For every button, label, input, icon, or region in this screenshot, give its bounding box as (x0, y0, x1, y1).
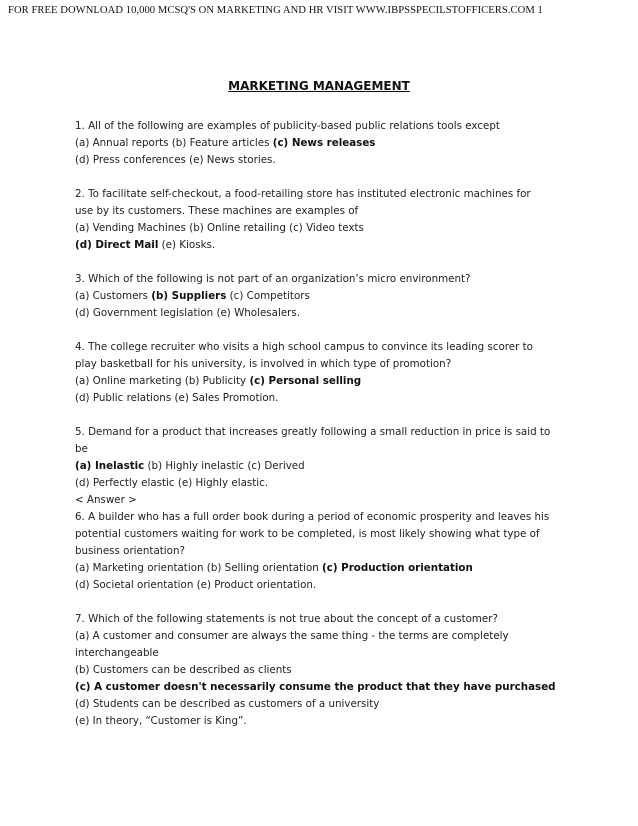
correct-answer: (c) News releases (272, 137, 376, 149)
answer-options: (a) A customer and consumer are always the same thing - the terms are completely (75, 630, 509, 642)
question-text: 4. The college recruiter who visits a high school campus to convince its leading scorer to (75, 341, 533, 353)
answer-options (75, 135, 595, 152)
question-6 (75, 509, 595, 594)
question-text: 6. A builder who has a full order book during a period of economic prosperity and leaves his (75, 511, 550, 523)
correct-answer: (d) Direct Mail (75, 239, 159, 251)
correct-answer: (c) Production orientation (322, 562, 473, 574)
question-text: 3. Which of the following is not part of an organization’s micro environment? (75, 273, 471, 285)
answer-options (75, 560, 595, 577)
option-text: (a) Online marketing (b) Publicity (75, 375, 250, 387)
answer-link: < Answer > (75, 494, 137, 506)
answer-options: (d) Government legislation (e) Wholesalers. (75, 307, 301, 319)
question-text: be (75, 443, 88, 455)
answer-options: (d) Students can be described as customers of a university (75, 698, 380, 710)
answer-options (75, 458, 595, 475)
question-list (75, 118, 595, 747)
option-text: (a) Customers (75, 290, 152, 302)
question-text: 2. To facilitate self-checkout, a food-retailing store has instituted electronic machines for (75, 188, 531, 200)
option-text: (b) Highly inelastic (c) Derived (144, 460, 305, 472)
page-title: MARKETING MANAGEMENT (228, 79, 410, 93)
correct-answer: (b) Suppliers (151, 290, 227, 302)
question-text: play basketball for his university, is involved in which type of promotion? (75, 358, 452, 370)
correct-answer: (c) A customer doesn't necessarily consume the product that they have purchased (75, 681, 556, 693)
answer-options (75, 237, 595, 254)
option-text: (c) Competitors (226, 290, 310, 302)
answer-options: (a) Vending Machines (b) Online retailing (c) Video texts (75, 222, 364, 234)
question-4 (75, 339, 595, 407)
answer-options (75, 373, 595, 390)
download-banner: FOR FREE DOWNLOAD 10,000 MCSQ'S ON MARKETING AND HR VISIT WWW.IBPSSPECILSTOFFICERS.COM 1 (8, 5, 543, 16)
answer-options: interchangeable (75, 647, 159, 659)
option-text: (a) Marketing orientation (b) Selling orientation (75, 562, 323, 574)
option-text: (e) Kiosks. (158, 239, 216, 251)
answer-options: (d) Press conferences (e) News stories. (75, 154, 276, 166)
answer-options: (e) In theory, “Customer is King”. (75, 715, 247, 727)
answer-options: (b) Customers can be described as clients (75, 664, 292, 676)
question-text: 7. Which of the following statements is not true about the concept of a customer? (75, 613, 498, 625)
question-3 (75, 271, 595, 322)
answer-options: (d) Public relations (e) Sales Promotion. (75, 392, 279, 404)
correct-answer: (a) Inelastic (75, 460, 145, 472)
correct-answer: (c) Personal selling (249, 375, 362, 387)
question-5 (75, 424, 595, 509)
question-7 (75, 611, 595, 730)
answer-options: (d) Societal orientation (e) Product orientation. (75, 579, 317, 591)
question-1 (75, 118, 595, 169)
question-text: 5. Demand for a product that increases greatly following a small reduction in price is said to (75, 426, 551, 438)
question-2 (75, 186, 595, 254)
question-text: 1. All of the following are examples of publicity-based public relations tools except (75, 120, 500, 132)
question-text: business orientation? (75, 545, 185, 557)
option-text: (a) Annual reports (b) Feature articles (75, 137, 273, 149)
answer-options: (d) Perfectly elastic (e) Highly elastic. (75, 477, 269, 489)
question-text: potential customers waiting for work to be completed, is most likely showing what type of (75, 528, 540, 540)
question-text: use by its customers. These machines are examples of (75, 205, 359, 217)
answer-options (75, 288, 595, 305)
